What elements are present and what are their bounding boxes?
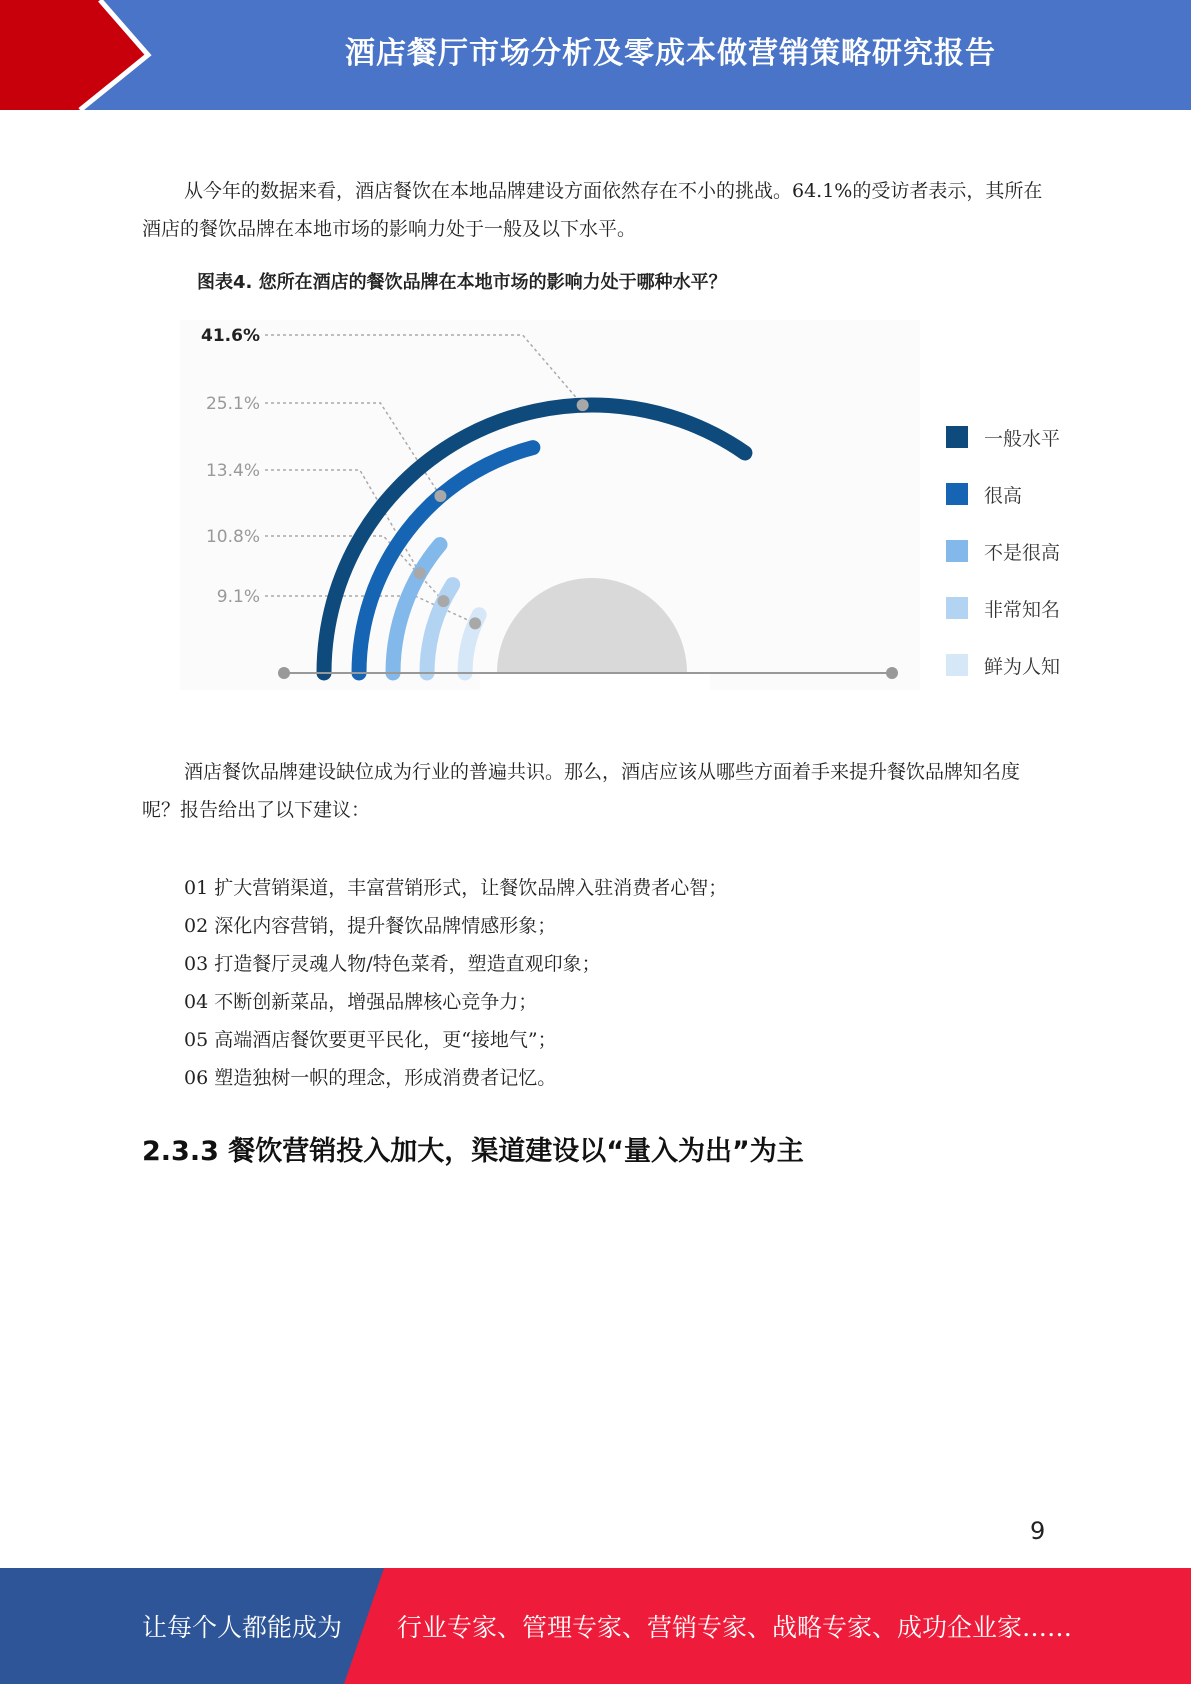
legend-item xyxy=(946,539,1060,563)
legend-item xyxy=(946,596,1060,620)
page-footer xyxy=(0,1568,1191,1684)
list-item: 02 深化内容营销，提升餐饮品牌情感形象； xyxy=(184,915,557,937)
legend-label: 非常知名 xyxy=(984,598,1061,621)
legend-label: 一般水平 xyxy=(984,427,1061,450)
intro-paragraph: 从今年的数据来看，酒店餐饮在本地品牌建设方面依然存在不小的挑战。64.1%的受访者表示，其所在酒店的餐饮品牌在本地市场的影响力处于一般及以下水平。 xyxy=(142,180,1043,240)
arc-marker-dot xyxy=(414,567,426,579)
chart-title: 图表4. 您所在酒店的餐饮品牌在本地市场的影响力处于哪种水平？ xyxy=(197,272,727,293)
legend-label: 不是很高 xyxy=(984,541,1061,564)
footer-slogan-right: 行业专家、管理专家、营销专家、战略专家、成功企业家…… xyxy=(397,1613,1073,1642)
report-title: 酒店餐厅市场分析及零成本做营销策略研究报告 xyxy=(345,36,996,71)
legend-swatch xyxy=(946,540,968,562)
legend-swatch xyxy=(946,597,968,619)
legend-label: 鲜为人知 xyxy=(984,655,1061,678)
arc-marker-dot xyxy=(577,399,589,411)
page-number: 9 xyxy=(1030,1517,1046,1545)
section-heading: 2.3.3 餐饮营销投入加大，渠道建设以“量入为出”为主 xyxy=(142,1136,804,1167)
list-item: 01 扩大营销渠道，丰富营销形式，让餐饮品牌入驻消费者心智； xyxy=(184,877,728,899)
arc-marker-dot xyxy=(437,595,449,607)
page-header xyxy=(0,0,1191,110)
second-paragraph: 酒店餐饮品牌建设缺位成为行业的普遍共识。那么，酒店应该从哪些方面着手来提升餐饮品牌知名度呢？报告给出了以下建议： xyxy=(142,761,1021,821)
value-label: 9.1% xyxy=(216,587,260,607)
list-item: 05 高端酒店餐饮要更平民化，更“接地气”； xyxy=(184,1029,557,1051)
baseline-right-dot xyxy=(886,667,898,679)
value-label: 41.6% xyxy=(201,326,260,346)
list-item: 06 塑造独树一帜的理念，形成消费者记忆。 xyxy=(184,1067,557,1089)
list-item: 03 打造餐厅灵魂人物/特色菜肴，塑造直观印象； xyxy=(184,953,601,975)
legend-swatch xyxy=(946,426,968,448)
legend-label: 很高 xyxy=(984,484,1023,507)
list-item: 04 不断创新菜品，增强品牌核心竞争力； xyxy=(184,991,538,1013)
legend-item xyxy=(946,653,1060,677)
legend-item xyxy=(946,425,1060,449)
legend-swatch xyxy=(946,483,968,505)
legend-swatch xyxy=(946,654,968,676)
value-label: 13.4% xyxy=(205,461,260,481)
footer-slogan-left: 让每个人都能成为 xyxy=(142,1613,343,1642)
recommendation-list xyxy=(184,869,727,1097)
arc-marker-dot xyxy=(469,617,481,629)
value-label: 25.1% xyxy=(205,394,260,414)
chart-legend xyxy=(946,425,1060,710)
value-label: 10.8% xyxy=(205,527,260,547)
arc-marker-dot xyxy=(434,490,446,502)
baseline-left-dot xyxy=(278,667,290,679)
legend-item xyxy=(946,482,1060,506)
radial-bar-chart xyxy=(180,320,920,690)
